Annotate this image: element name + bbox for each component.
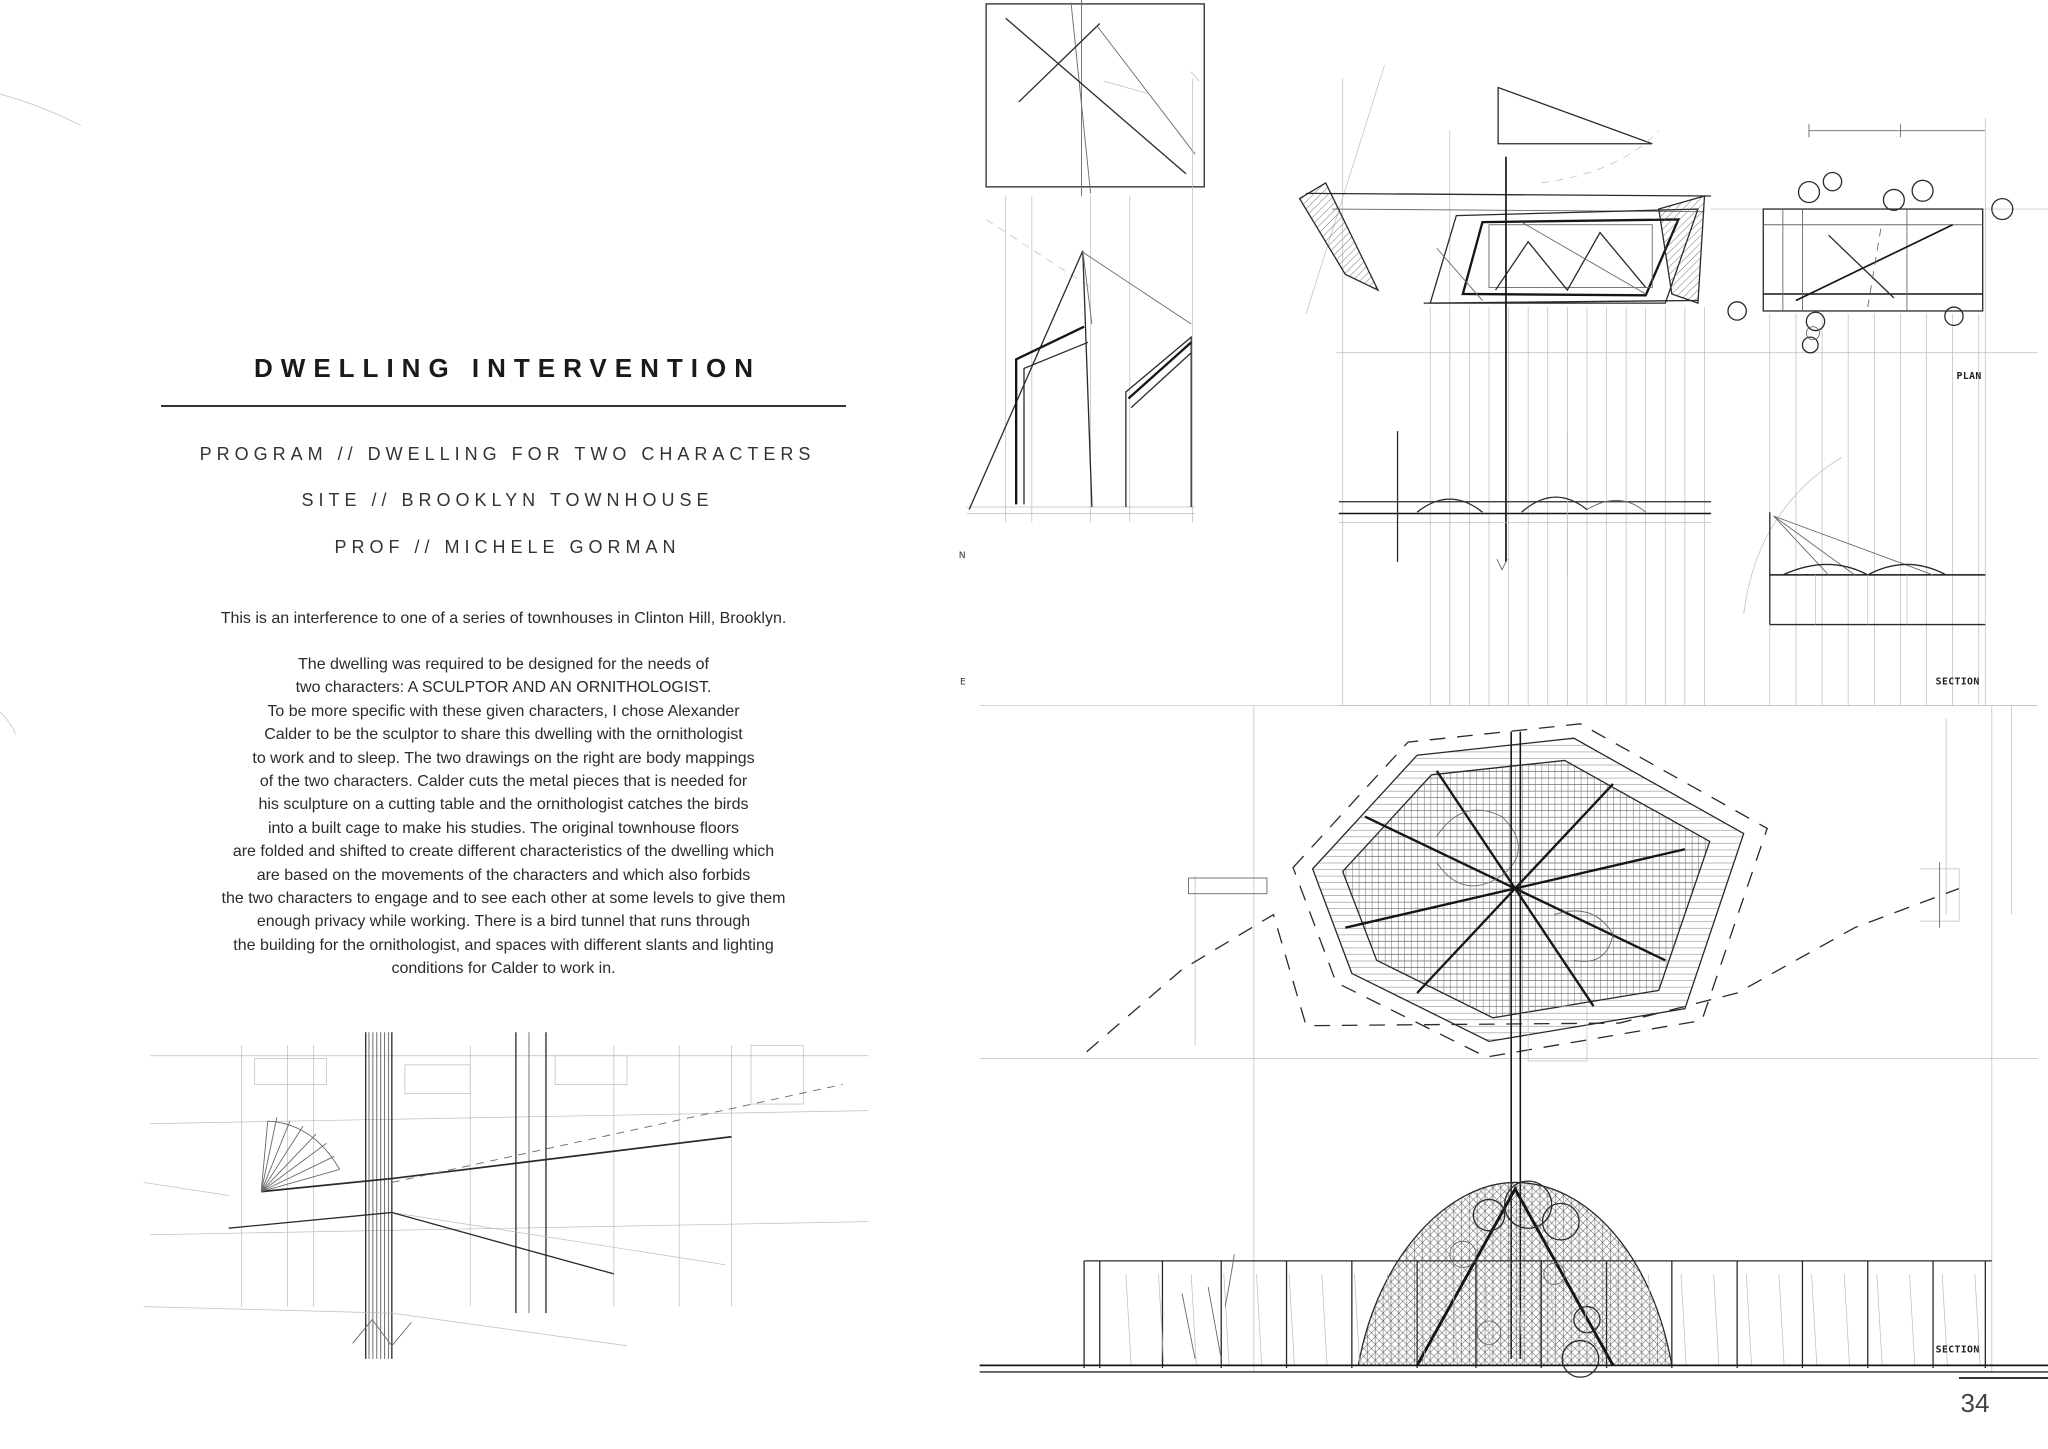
plan-construction-lines xyxy=(1306,65,2048,705)
paragraph-line: of the two characters. Calder cuts the metal pieces that is needed for xyxy=(259,773,748,791)
fence-sketch-line xyxy=(1812,1274,1817,1365)
fence-sketch-line xyxy=(1322,1274,1327,1365)
fence-sketch-line xyxy=(1779,1274,1784,1365)
sketch-section-bottom xyxy=(980,706,2048,1378)
sketch-perspective xyxy=(144,1032,869,1359)
paragraph-line: the building for the ornithologist, and spaces with different slants and lighting xyxy=(233,936,774,954)
site-line: SITE // BROOKLYN TOWNHOUSE xyxy=(301,490,714,510)
fence-sketch-line xyxy=(1289,1274,1294,1365)
fence-sketch-line xyxy=(1746,1274,1751,1365)
fence-sketch-line xyxy=(1910,1274,1915,1365)
sketch-section-top-right xyxy=(1744,457,1986,687)
paragraph-line: two characters: A SCULPTOR AND AN ORNITHOLOGIST. xyxy=(295,679,712,697)
paragraph-line: to work and to sleep. The two drawings on the right are body mappings xyxy=(252,749,755,767)
edge-mark-n: N xyxy=(958,550,966,561)
fence-sketch-line xyxy=(1126,1274,1131,1365)
paragraph-line: Calder to be the sculptor to share this dwelling with the ornithologist xyxy=(264,726,743,744)
sculpture-mound xyxy=(1358,1181,1671,1377)
edge-mark-e: E xyxy=(960,677,966,688)
paragraph-line: The dwelling was required to be designed for the needs of xyxy=(298,656,709,673)
paragraph-line: enough privacy while working. There is a bird tunnel that runs through xyxy=(256,913,751,931)
paragraph-line: are folded and shifted to create different characteristics of the dwelling which xyxy=(232,843,775,861)
paragraph-line: To be more specific with these given characters, I chose Alexander xyxy=(267,702,740,720)
description-paragraph xyxy=(0,653,1007,981)
sketch-plan-right xyxy=(1728,118,2013,706)
page-number: 34 xyxy=(1960,1388,1990,1418)
intro-sentence: This is an interference to one of a series of townhouses in Clinton Hill, Brooklyn. xyxy=(220,610,787,627)
edge-faint-marks xyxy=(0,94,81,734)
section-label-bottom: SECTION xyxy=(1935,1344,1980,1356)
fence-sketch-line xyxy=(1256,1274,1261,1365)
paragraph-line: his sculpture on a cutting table and the ornithologist catches the birds xyxy=(258,796,749,814)
fence-sketch-line xyxy=(1714,1274,1719,1365)
section-label-top: SECTION xyxy=(1935,676,1980,688)
sketch-section-top-left xyxy=(1339,431,1711,581)
professor-line: PROF // MICHELE GORMAN xyxy=(334,537,681,557)
fence-sketch-line xyxy=(1224,1274,1229,1365)
page-title: DWELLING INTERVENTION xyxy=(254,353,761,383)
paragraph-line: into a built cage to make his studies. The original townhouse floors xyxy=(267,819,740,837)
sketch-square-elevation xyxy=(986,0,1204,196)
paragraph-line: the two characters to engage and to see each other at some levels to give them xyxy=(221,890,786,908)
fence-sketch-line xyxy=(1354,1274,1359,1365)
paragraph-line: are based on the movements of the characters and which also forbids xyxy=(256,866,751,884)
program-line: PROGRAM // DWELLING FOR TWO CHARACTERS xyxy=(199,444,816,464)
title-divider xyxy=(161,405,846,407)
page-number-rule xyxy=(1959,1377,2048,1379)
fence-sketch-line xyxy=(1844,1274,1849,1365)
fence-sketch-line xyxy=(1877,1274,1882,1365)
paragraph-line: conditions for Calder to work in. xyxy=(391,960,616,978)
bird-canopy xyxy=(1293,724,1767,1057)
fence-sketch-line xyxy=(1681,1274,1686,1365)
plan-label: PLAN xyxy=(1956,370,1982,382)
sketch-plan xyxy=(1300,65,2048,705)
